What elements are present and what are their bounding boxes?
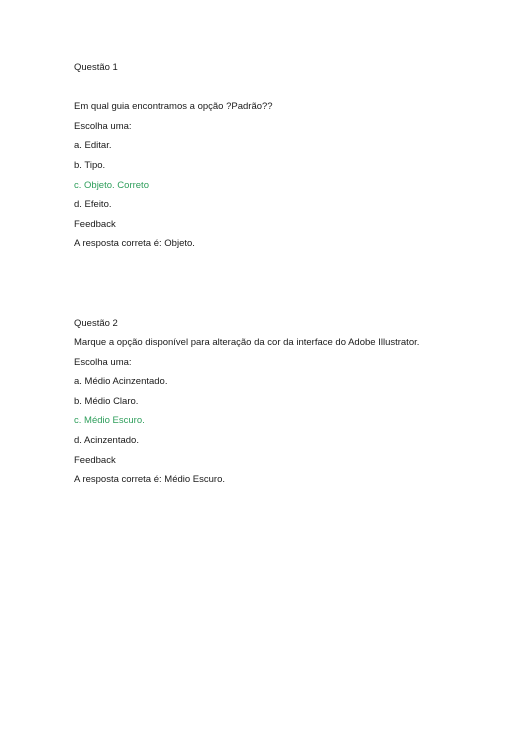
question-1-option-d: d. Efeito.: [74, 199, 112, 210]
question-1-prompt: Em qual guia encontramos a opção ?Padrão??: [74, 101, 273, 112]
question-1-heading: Questão 1: [74, 62, 118, 73]
question-2-prompt: Marque a opção disponível para alteração da cor da interface do Adobe Illustrator.: [74, 337, 420, 348]
question-2-option-b: b. Médio Claro.: [74, 396, 139, 407]
question-1-feedback-text: A resposta correta é: Objeto.: [74, 238, 195, 249]
question-1-option-c-correct: c. Objeto. Correto: [74, 180, 149, 191]
question-2-feedback-text: A resposta correta é: Médio Escuro.: [74, 474, 226, 485]
question-2-choose-label: Escolha uma:: [74, 357, 132, 368]
question-1-option-a: a. Editar.: [74, 140, 112, 151]
question-2-feedback-label: Feedback: [74, 455, 116, 466]
question-1-feedback-label: Feedback: [74, 219, 116, 230]
question-1-choose-label: Escolha uma:: [74, 121, 132, 132]
question-2-option-a: a. Médio Acinzentado.: [74, 376, 168, 387]
question-2-option-c-correct: c. Médio Escuro.: [74, 415, 145, 426]
question-1-option-b: b. Tipo.: [74, 160, 106, 171]
question-2-option-d: d. Acinzentado.: [74, 435, 139, 446]
question-2-heading: Questão 2: [74, 318, 118, 329]
